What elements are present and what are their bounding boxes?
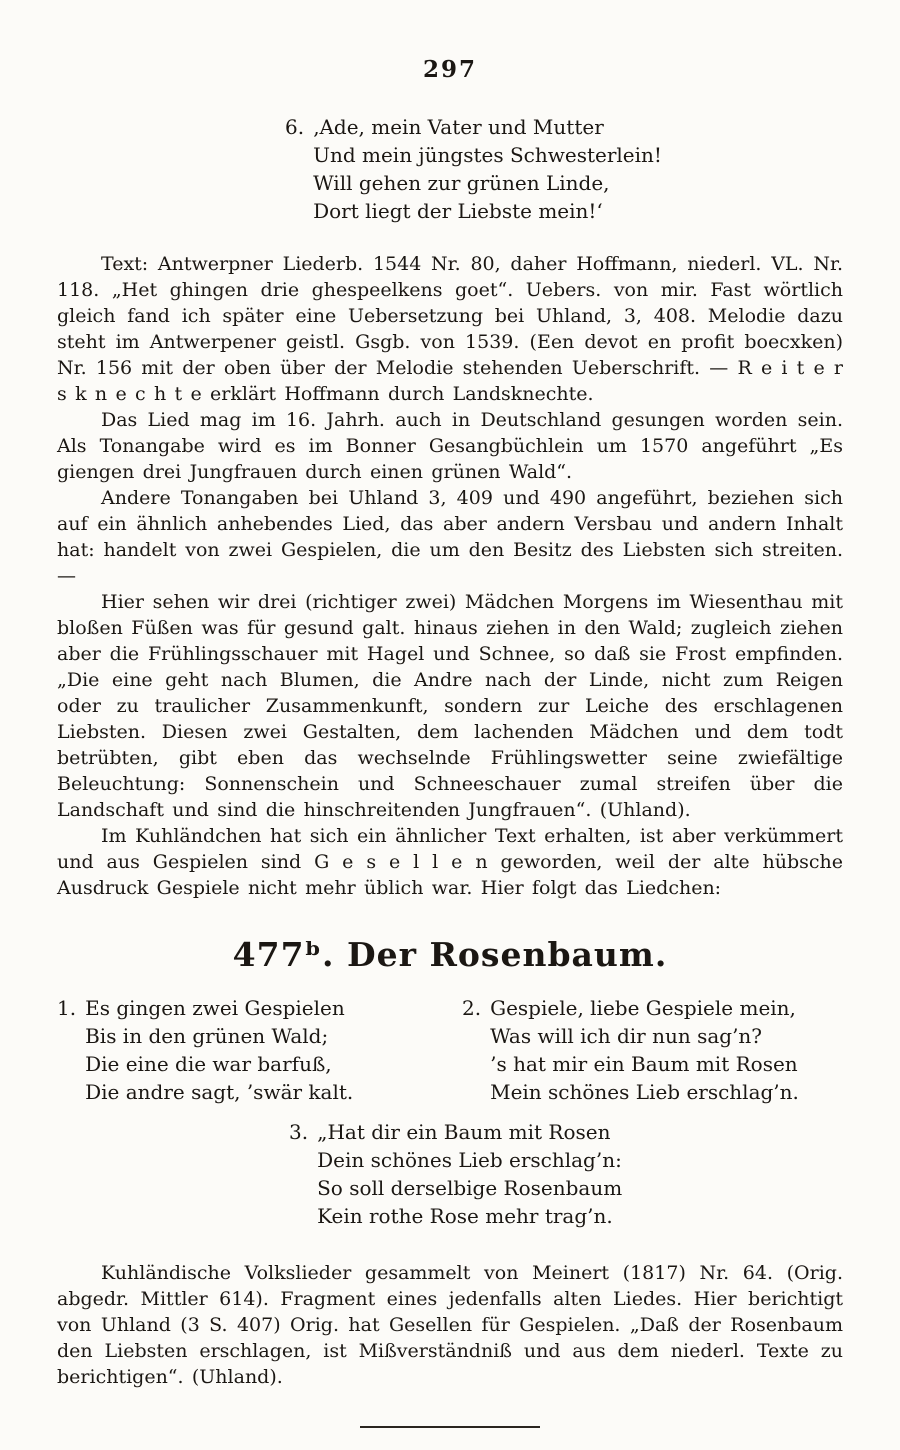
commentary-paragraph-uhland-quote: Hier sehen wir drei (richtiger zwei) Mädchen Morgens im Wiesenthau mit bloßen Füßen was für gesund galt. hinaus ziehen in den Wald; zugleich ziehen aber die Frühlingsschauer mit Hagel und Schnee, so daß sie Frost empfinden. „Die eine geht nach Blumen, die Andre nach der Linde, nicht zum Reigen oder zu traulicher Zusammenkunft, sondern zur Leiche des erschlagenen Liebsten. Diesen zwei Gestalten, dem lachenden Mädchen und dem todt betrübten, gibt eben das wechselnde Frühlingswetter seine zwiefältige Beleuchtung: Sonnenschein und Schneeschauer zumal streifen über die Landschaft und sind die hinschreitenden Jungfrauen“. (Uhland). xyxy=(57,591,843,821)
song-stanza-3 xyxy=(289,1118,843,1230)
stanza-lines xyxy=(85,994,353,1106)
verse-line: Die eine die war barfuß, xyxy=(85,1052,332,1076)
page-number: 297 xyxy=(422,56,477,83)
verse-line: Es gingen zwei Gespielen xyxy=(85,996,345,1020)
stanza-number: 6. xyxy=(285,115,305,139)
stanza-lines xyxy=(490,994,799,1106)
stanza-row xyxy=(57,994,843,1106)
verse-line: So soll derselbige Rosenbaum xyxy=(317,1176,623,1200)
song-stanza-1 xyxy=(57,994,462,1106)
commentary-paragraph-other-tunes: Andere Tonangaben bei Uhland 3, 409 und 490 angeführt, beziehen sich auf ein ähnlich anhebendes Lied, das aber andern Versbau und andern Inhalt hat: handelt von zwei Gespielen, die um den Besitz des Liebsten sich streiten. — xyxy=(57,487,843,587)
song-title: 477ᵇ. Der Rosenbaum. xyxy=(232,935,668,974)
song-stanza-2 xyxy=(462,994,799,1106)
commentary-paragraph-text-source: Text: Antwerpner Liederb. 1544 Nr. 80, daher Hoffmann, niederl. VL. Nr. 118. „Het ghingen drie ghespeelkens goet“. Uebers. von mir. Fast wörtlich gleich fand ich später eine Uebersetzung bei Uhland, 3, 408. Melodie dazu steht im Antwerpener geistl. Gsgb. von 1539. (Een devot en profit boecxken) Nr. 156 mit der oben über der Melodie stehenden Ueberschrift. — R e i t e r s k n e c h t e erklärt Hoffmann durch Landsknechte. xyxy=(57,253,843,405)
verse-line: Will gehen zur grünen Linde, xyxy=(313,171,610,195)
verse-line: Bis in den grünen Wald; xyxy=(85,1024,329,1048)
verse-line: Kein rothe Rose mehr trag’n. xyxy=(317,1204,613,1228)
section-divider-rule xyxy=(360,1426,540,1428)
verse-line: Dein schönes Lieb erschlag’n: xyxy=(317,1148,622,1172)
commentary-paragraph-kuhlaendchen: Im Kuhländchen hat sich ein ähnlicher Text erhalten, ist aber verkümmert und aus Gespielen sind G e s e l l e n geworden, weil der alte hübsche Ausdruck Gespiele nicht mehr üblich war. Hier folgt das Liedchen: xyxy=(57,825,843,899)
verse-line: ‚Ade, mein Vater und Mutter xyxy=(313,115,604,139)
stanza-number: 2. xyxy=(462,996,482,1020)
footnote-paragraph: Kuhländische Volkslieder gesammelt von Meinert (1817) Nr. 64. (Orig. abgedr. Mittler 614). Fragment eines jedenfalls alten Liedes. Hier berichtigt von Uhland (3 S. 407) Orig. hat Gesellen für Gespielen. „Daß der Rosenbaum den Liebsten erschlagen, ist Mißverständniß und aus dem niederl. Texte zu berichtigen“. (Uhland). xyxy=(57,1262,843,1388)
commentary-paragraph-16th-century: Das Lied mag im 16. Jahrh. auch in Deutschland gesungen worden sein. Als Tonangabe wird es im Bonner Gesangbüchlein um 1570 angeführt „Es giengen drei Jungfrauen durch einen grünen Wald“. xyxy=(57,409,843,483)
opening-stanza xyxy=(285,113,843,225)
verse-line: Die andre sagt, ’swär kalt. xyxy=(85,1080,354,1104)
verse-line: Und mein jüngstes Schwesterlein! xyxy=(313,143,662,167)
stanza-number: 3. xyxy=(289,1120,309,1144)
verse-line: Dort liegt der Liebste mein!‘ xyxy=(313,199,603,223)
verse-line: Gespiele, liebe Gespiele mein, xyxy=(490,996,796,1020)
stanza-lines xyxy=(317,1118,622,1230)
verse-line: Was will ich dir nun sag’n? xyxy=(490,1024,763,1048)
stanza-number: 1. xyxy=(57,996,77,1020)
verse-line: „Hat dir ein Baum mit Rosen xyxy=(317,1120,611,1144)
verse-line: ’s hat mir ein Baum mit Rosen xyxy=(490,1052,798,1076)
stanza-lines xyxy=(313,113,662,225)
verse-line: Mein schönes Lieb erschlag’n. xyxy=(490,1080,799,1104)
